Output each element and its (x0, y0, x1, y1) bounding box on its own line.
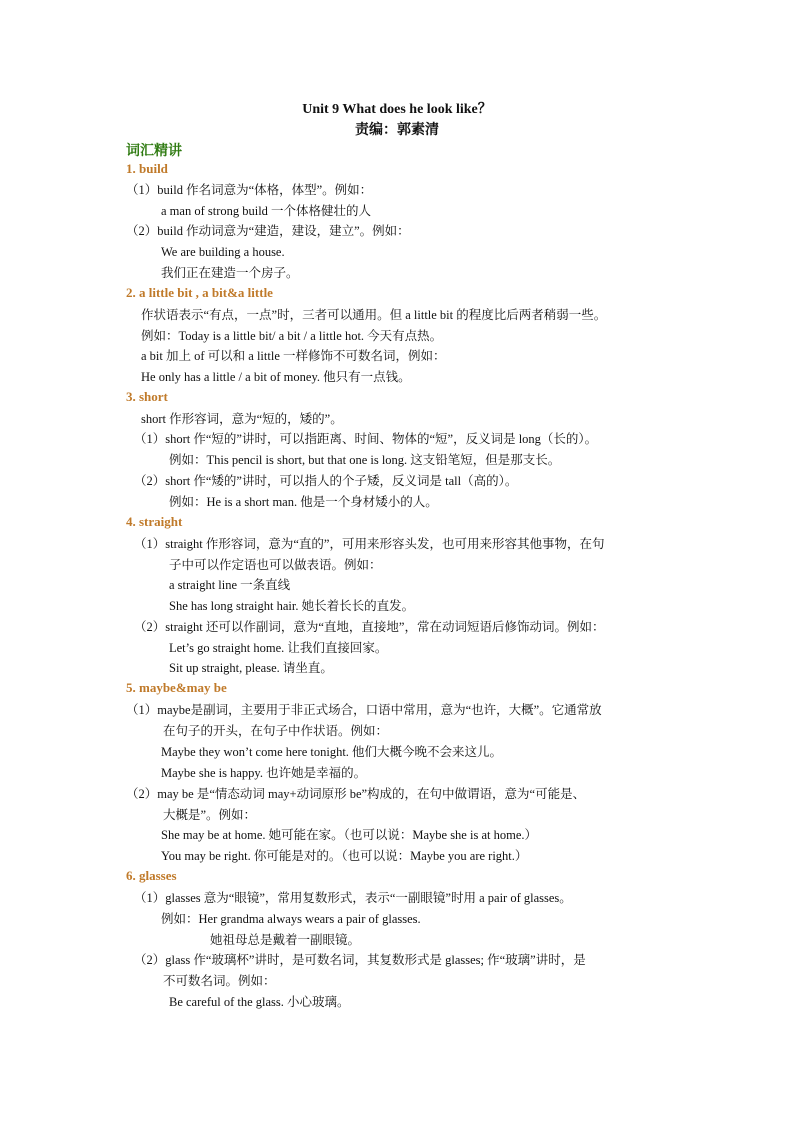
entry-line: 我们正在建造一个房子。 (161, 266, 299, 280)
document-editor: 责编：郭素清 (355, 123, 439, 138)
entry-line: Sit up straight, please. 请坐直。 (169, 661, 333, 675)
entry-line: （2）glass 作“玻璃杯”讲时，是可数名词，其复数形式是 glasses; 作“玻璃”讲时，是 (134, 953, 586, 967)
entry-line: You may be right. 你可能是对的。（也可以说：Maybe you are right.） (161, 849, 528, 863)
entry-line: 在句子的开头，在句子中作状语。例如： (163, 724, 389, 738)
entry-line: （1）straight 作形容词，意为“直的”，可用来形容头发，也可用来形容其他事物，在句 (134, 537, 605, 551)
entry-line: 子中可以作定语也可以做表语。例如： (169, 558, 382, 572)
entry-line: （2）short 作“矮的”讲时，可以指人的个子矮，反义词是 tall（高的）。 (134, 474, 518, 488)
entry-line: （1）short 作“短的”讲时，可以指距离、时间、物体的“短”，反义词是 long（长的）。 (134, 432, 598, 446)
entry-line: She has long straight hair. 她长着长长的直发。 (169, 599, 415, 613)
entry-line: short 作形容词，意为“短的，矮的”。 (141, 412, 343, 426)
entry-heading-short: 3. short (126, 389, 168, 404)
entry-line: （1）glasses 意为“眼镜”，常用复数形式，表示“一副眼镜”时用 a pair of glasses。 (134, 891, 572, 905)
document-title: Unit 9 What does he look like？ (302, 102, 492, 117)
entry-line: 例如：Today is a little bit/ a bit / a little hot. 今天有点热。 (141, 329, 443, 343)
entry-line: 大概是”。例如： (163, 808, 257, 822)
entry-heading-maybe: 5. maybe&may be (126, 680, 227, 695)
entry-line: 例如：He is a short man. 他是一个身材矮小的人。 (169, 495, 438, 509)
entry-line: Be careful of the glass. 小心玻璃。 (169, 995, 350, 1009)
entry-line: 她祖母总是戴着一副眼镜。 (210, 933, 361, 947)
entry-line: a bit 加上 of 可以和 a little 一样修饰不可数名词，例如： (141, 349, 446, 363)
entry-line: Maybe they won’t come here tonight. 他们大概今晚不会来这儿。 (161, 745, 503, 759)
entry-heading-straight: 4. straight (126, 514, 183, 529)
entry-line: a man of strong build 一个体格健壮的人 (161, 204, 372, 218)
entry-line: She may be at home. 她可能在家。（也可以说：Maybe she is at home.） (161, 828, 537, 842)
entry-line: 例如：Her grandma always wears a pair of glasses. (161, 912, 421, 926)
entry-line: （1）build 作名词意为“体格，体型”。例如： (126, 183, 373, 197)
entry-line: He only has a little / a bit of money. 他只有一点钱。 (141, 370, 411, 384)
entry-line: 作状语表示“有点，一点”时，三者可以通用。但 a little bit 的程度比后两者稍弱一些。 (141, 308, 607, 322)
entry-heading-glasses: 6. glasses (126, 868, 177, 883)
entry-line: 例如：This pencil is short, but that one is long. 这支铅笔短，但是那支长。 (169, 453, 561, 467)
section-heading: 词汇精讲 (126, 144, 182, 159)
entry-line: （2）straight 还可以作副词，意为“直地，直接地”，常在动词短语后修饰动词。例如： (134, 620, 605, 634)
entry-line: Maybe she is happy. 也许她是幸福的。 (161, 766, 367, 780)
entry-line: （2）build 作动词意为“建造，建设，建立”。例如： (126, 224, 410, 238)
entry-heading-a-little-bit: 2. a little bit , a bit&a little (126, 285, 273, 300)
entry-line: a straight line 一条直线 (169, 578, 291, 592)
entry-line: Let’s go straight home. 让我们直接回家。 (169, 641, 388, 655)
entry-line: We are building a house. (161, 245, 285, 259)
entry-line: （2）may be 是“情态动词 may+动词原形 be”构成的，在句中做谓语，意为“可能是、 (126, 787, 586, 801)
entry-line: （1）maybe是副词，主要用于非正式场合，口语中常用，意为“也许，大概”。它通常放 (126, 703, 602, 717)
entry-line: 不可数名词。例如： (163, 974, 276, 988)
entry-heading-build: 1. build (126, 161, 168, 176)
